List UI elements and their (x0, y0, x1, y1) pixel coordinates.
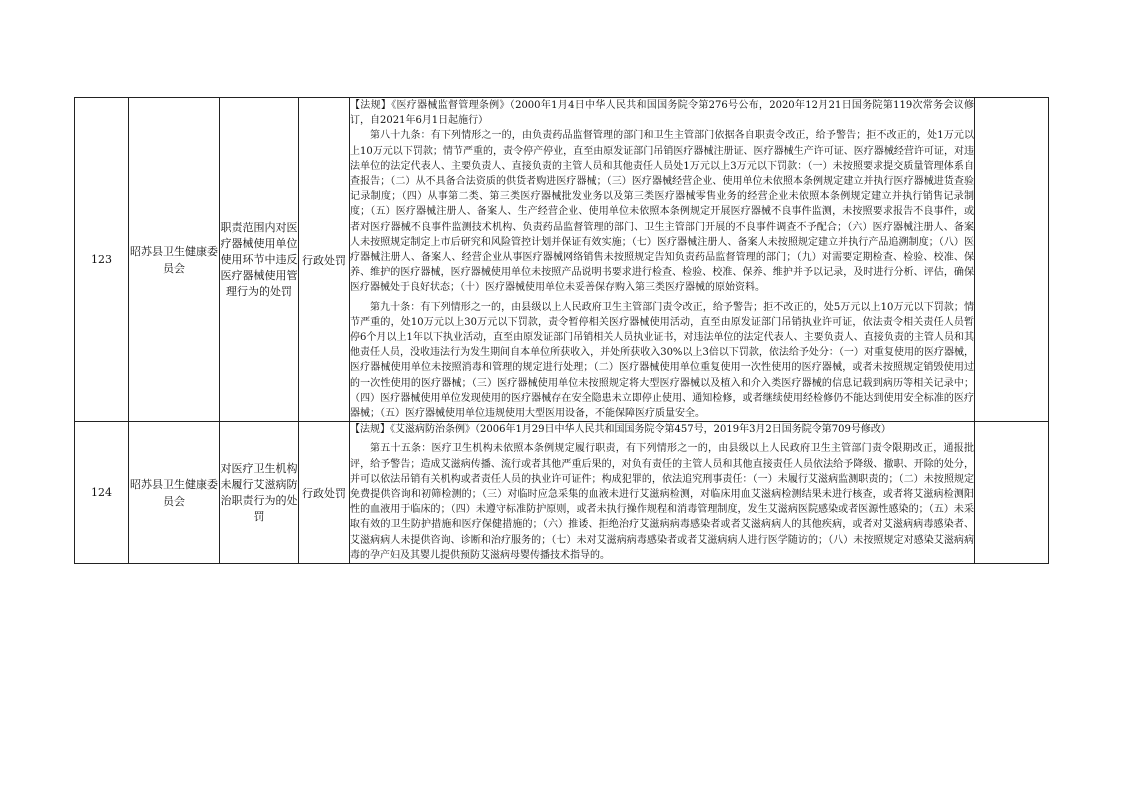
table-row (75, 98, 1049, 422)
article-paragraph: 第五十五条：医疗卫生机构未依照本条例规定履行职责，有下列情形之一的，由县级以上人民政府卫生主管部门责令限期改正，通报批评，给予警告；造成艾滋病传播、流行或者其他严重后果的，对负有责任的主管人员和其他直接责任人员依法给予降级、撤职、开除的处分，并可以依法吊销有关机构或者责任人员的执业许可证件；构成犯罪的，依法追究刑事责任：（一）未履行艾滋病监测职责的；（二）未按照规定免费提供咨询和初筛检测的；（三）对临时应急采集的血液未进行艾滋病检测，对临床用血艾滋病检测结果未进行核查，或者将艾滋病检测阳性的血液用于临床的；（四）未遵守标准防护原则，或者未执行操作规程和消毒管理制度，发生艾滋病医院感染或者医源性感染的；（五）未采取有效的卫生防护措施和医疗保健措施的；（六）推诿、拒绝治疗艾滋病病毒感染者或者艾滋病病人的其他疾病，或者对艾滋病病毒感染者、艾滋病病人未提供咨询、诊断和治疗服务的；（七）未对艾滋病病毒感染者或者艾滋病病人进行医学随访的；（八）未按照规定对感染艾滋病病毒的孕产妇及其婴儿提供预防艾滋病母婴传播技术指导的。 (350, 443, 974, 561)
article-paragraph: 第九十条：有下列情形之一的，由县级以上人民政府卫生主管部门责令改正，给予警告；拒不改正的，处5万元以上10万元以下罚款；情节严重的，处10万元以上30万元以下罚款，责令暂停相关医疗器械使用活动，直至由原发证部门吊销执业许可证，依法责令相关责任人员暂停6个月以上1年以下执业活动，直至由原发证部门吊销相关人员执业证书，对违法单位的法定代表人、主要负责人、直接负责的主管人员和其他责任人员，没收违法行为发生期间自本单位所获收入，并处所获收入30%以上3倍以下罚款，依法给予处分：（一）对重复使用的医疗器械，医疗器械使用单位未按照消毒和管理的规定进行处理；（二）医疗器械使用单位重复使用一次性使用的医疗器械，或者未按照规定销毁使用过的一次性使用的医疗器械；（三）医疗器械使用单位未按照规定将大型医疗器械以及植入和介入类医疗器械的信息记载到病历等相关记录中；（四）医疗器械使用单位发现使用的医疗器械存在安全隐患未立即停止使用、通知检修，或者继续使用经检修仍不能达到使用安全标准的医疗器械；（五）医疗器械使用单位违规使用大型医用设备，不能保障医疗质量安全。 (350, 301, 974, 420)
row-number: 123 (75, 98, 129, 422)
agency-name: 昭苏县卫生健康委员会 (129, 422, 220, 564)
item-name: 职责范围内对医疗器械使用单位使用环节中违反医疗器械使用管理行为的处罚 (220, 98, 299, 422)
agency-name: 昭苏县卫生健康委员会 (129, 98, 220, 422)
item-name: 对医疗卫生机构未履行艾滋病防治职责行为的处罚 (220, 422, 299, 564)
empty-cell (975, 98, 1049, 422)
article-paragraph: 第八十九条：有下列情形之一的，由负责药品监督管理的部门和卫生主管部门依据各自职责令改正，给予警告；拒不改正的，处1万元以上10万元以下罚款；情节严重的，责令停产停业，直至由原发证部门吊销医疗器械注册证、医疗器械生产许可证、医疗器械经营许可证，对违法单位的法定代表人、主要负责人、直接负责的主管人员和其他责任人员处1万元以上3万元以下罚款：（一）未按照要求提交质量管理体系自查报告；（二）从不具备合法资质的供货者购进医疗器械；（三）医疗器械经营企业、使用单位未依照本条例规定建立并执行医疗器械进货查验记录制度；（四）从事第二类、第三类医疗器械批发业务以及第三类医疗器械零售业务的经营企业未依照本条例规定建立并执行销售记录制度；（五）医疗器械注册人、备案人、生产经营企业、使用单位未依照本条例规定开展医疗器械不良事件监测，未按照要求报告不良事件，或者对医疗器械不良事件监测技术机构、负责药品监督管理的部门、卫生主管部门开展的不良事件调查不予配合；（六）医疗器械注册人、备案人未按照规定制定上市后研究和风险管控计划并保证有效实施；（七）医疗器械注册人、备案人未按照规定建立并执行产品追溯制度；（八）医疗器械注册人、备案人、经营企业从事医疗器械网络销售未按照规定告知负责药品监督管理的部门；（九）对需要定期检查、检验、校准、保养、维护的医疗器械，医疗器械使用单位未按照产品说明书要求进行检查、检验、校准、保养、维护并予以记录，及时进行分析、评估，确保医疗器械处于良好状态；（十）医疗器械使用单位未妥善保存购入第三类医疗器械的原始资料。 (350, 130, 974, 294)
law-heading: 【法规】《艾滋病防治条例》（2006年1月29日中华人民共和国国务院令第457号，2019年3月2日国务院令第709号修改） (350, 424, 891, 436)
legal-basis (350, 98, 975, 422)
row-number: 124 (75, 422, 129, 564)
item-type: 行政处罚 (299, 98, 350, 422)
law-heading: 【法规】《医疗器械监督管理条例》（2000年1月4日中华人民共和国国务院令第276号公布，2020年12月21日国务院第119次常务会议修订，自2021年6月1日起施行） (350, 100, 974, 127)
empty-cell (975, 422, 1049, 564)
enforcement-table (74, 97, 1049, 564)
legal-basis (350, 422, 975, 564)
table-row (75, 422, 1049, 564)
item-type: 行政处罚 (299, 422, 350, 564)
